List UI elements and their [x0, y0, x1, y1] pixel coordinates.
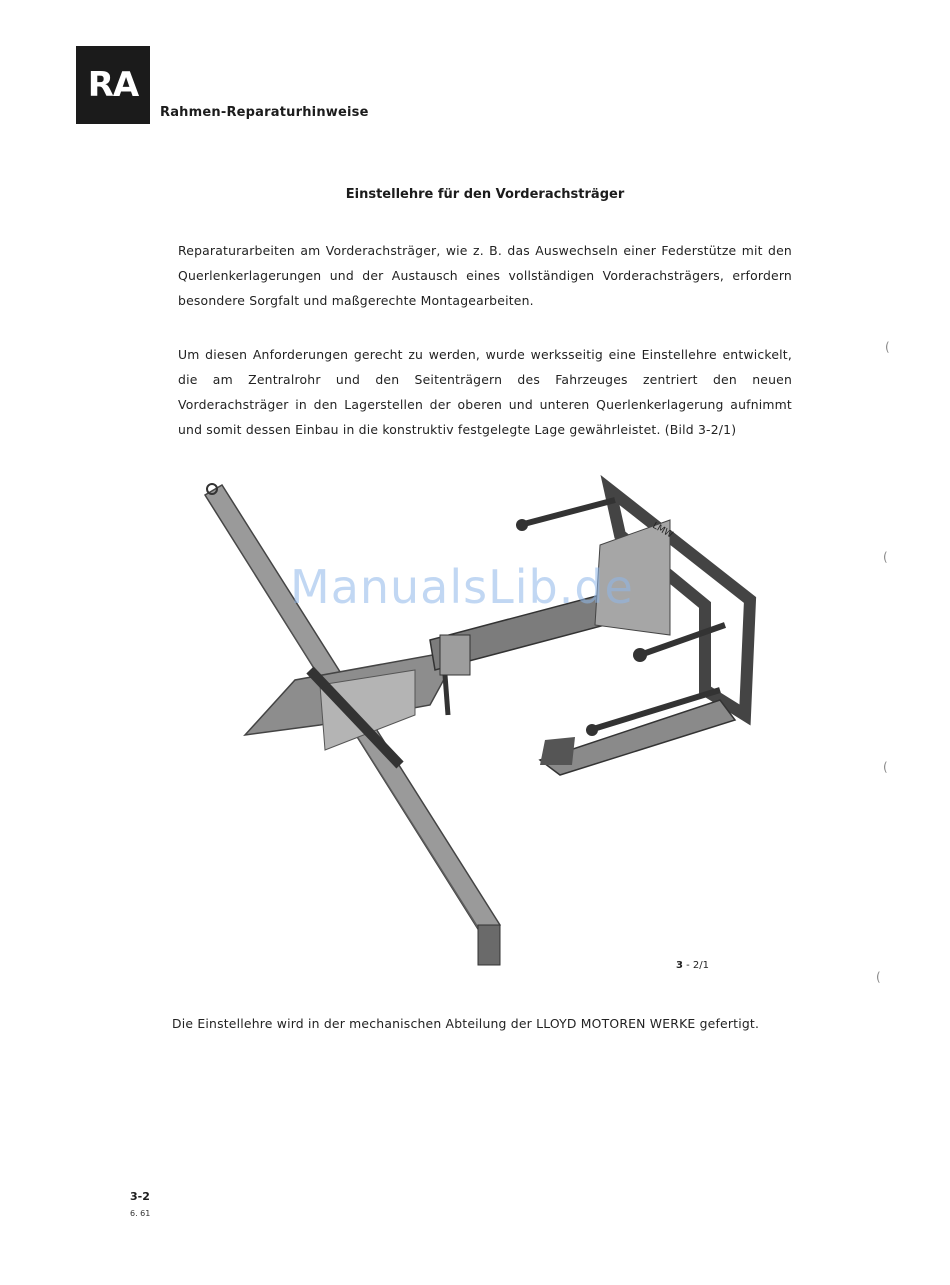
logo-text: RA	[87, 65, 139, 105]
watermark: ManualsLib.de	[290, 560, 634, 614]
scan-artifact: (	[885, 340, 890, 354]
scan-artifact: (	[876, 970, 881, 984]
figure-label	[676, 960, 709, 971]
paragraph-intro: Reparaturarbeiten am Vorderachsträger, wie z. B. das Auswechseln einer Federstütze mit den Querlenkerlagerungen und der Austausch eines vollständigen Vorderachsträgers, erfordern besondere Sorgfalt und maßgerechte Montagearbeiten.	[178, 243, 792, 308]
figure-label-suffix: - 2/1	[682, 960, 710, 971]
page-date: 6. 61	[130, 1209, 151, 1218]
figure-caption: Die Einstellehre wird in der mechanischen Abteilung der LLOYD MOTOREN WERKE gefertigt.	[172, 1016, 760, 1031]
front-axle-jig-illustration	[200, 475, 770, 980]
figure-label-number: 3	[676, 960, 683, 971]
page-heading: Einstellehre für den Vorderachsträger	[345, 187, 625, 202]
svg-text:LMW: LMW	[650, 520, 675, 541]
page-number: 3-2	[130, 1190, 150, 1203]
section-title: Rahmen-Reparaturhinweise	[160, 105, 369, 120]
scan-artifact: (	[883, 760, 888, 774]
jig-photo-figure	[200, 475, 770, 980]
scan-artifact: (	[883, 550, 888, 564]
paragraph-description: Um diesen Anforderungen gerecht zu werden, wurde werksseitig eine Einstellehre entwickelt, die am Zentralrohr und den Seitenträgern des Fahrzeuges zentriert den neuen Vorderachsträger in den Lagerstellen der oberen und unteren Querlenkerlagerung aufnimmt und somit dessen Einbau in die konstruktiv festgelegte Lage gewährleistet. (Bild 3-2/1)	[178, 347, 792, 437]
logo-badge	[76, 46, 150, 124]
